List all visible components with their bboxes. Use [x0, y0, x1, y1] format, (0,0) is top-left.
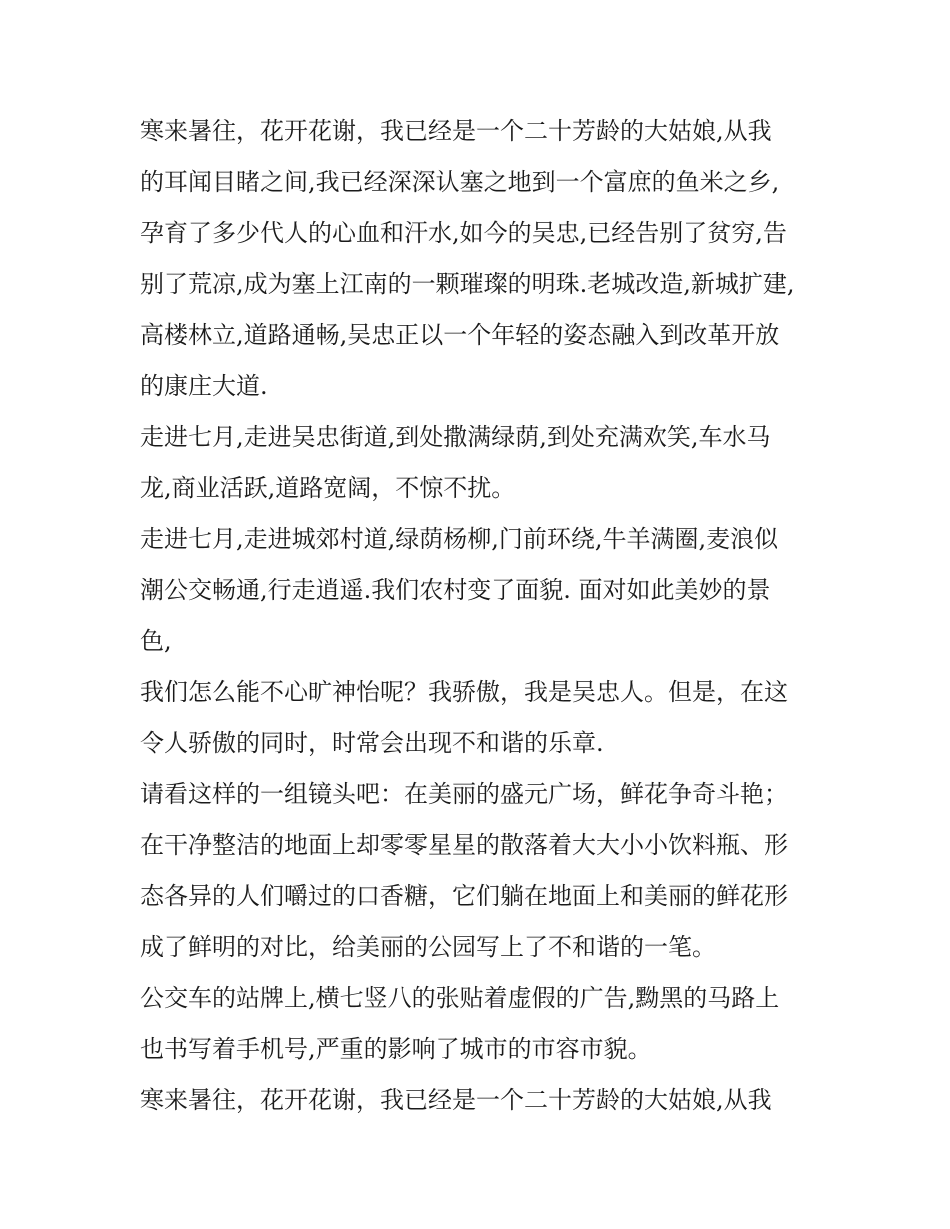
text-line-1: 寒来暑往，花开花谢，我已经是一个二十芳龄的大姑娘,从我 — [140, 117, 772, 145]
text-line-12: 我们怎么能不心旷神怡呢？我骄傲，我是吴忠人。但是，在这 — [140, 678, 788, 706]
text-line-17: 成了鲜明的对比，给美丽的公园写上了不和谐的一笔。 — [140, 933, 716, 961]
text-line-7: 走进七月,走进吴忠街道,到处撒满绿荫,到处充满欢笑,车水马 — [140, 423, 771, 451]
text-line-4: 别了荒凉,成为塞上江南的一颗璀璨的明珠.老城改造,新城扩建, — [140, 270, 795, 298]
text-line-13: 令人骄傲的同时，时常会出现不和谐的乐章. — [140, 729, 604, 757]
text-line-19: 也书写着手机号,严重的影响了城市的市容市貌。 — [140, 1035, 652, 1063]
text-line-11: 色, — [140, 627, 172, 655]
text-line-6: 的康庄大道. — [140, 372, 268, 400]
text-line-8: 龙,商业活跃,道路宽阔，不惊不扰。 — [140, 474, 516, 502]
text-line-9: 走进七月,走进城郊村道,绿荫杨柳,门前环绕,牛羊满圈,麦浪似 — [140, 525, 779, 553]
document-body — [140, 106, 820, 1126]
text-line-14: 请看这样的一组镜头吧：在美丽的盛元广场，鲜花争奇斗艳； — [140, 780, 788, 808]
text-line-16: 态各异的人们嚼过的口香糖，它们躺在地面上和美丽的鲜花形 — [140, 882, 788, 910]
text-line-15: 在干净整洁的地面上却零零星星的散落着大大小小饮料瓶、形 — [140, 831, 788, 859]
text-line-3: 孕育了多少代人的心血和汗水,如今的吴忠,已经告别了贫穷,告 — [140, 219, 787, 247]
text-line-5: 高楼林立,道路通畅,吴忠正以一个年轻的姿态融入到改革开放 — [140, 321, 780, 349]
text-line-18: 公交车的站牌上,横七竖八的张贴着虚假的广告,黝黑的马路上 — [140, 984, 780, 1012]
text-line-2: 的耳闻目睹之间,我已经深深认塞之地到一个富庶的鱼米之乡, — [140, 168, 780, 196]
text-line-10: 潮公交畅通,行走逍遥.我们农村变了面貌. 面对如此美妙的景 — [140, 576, 771, 604]
text-line-20: 寒来暑往，花开花谢，我已经是一个二十芳龄的大姑娘,从我 — [140, 1086, 772, 1114]
